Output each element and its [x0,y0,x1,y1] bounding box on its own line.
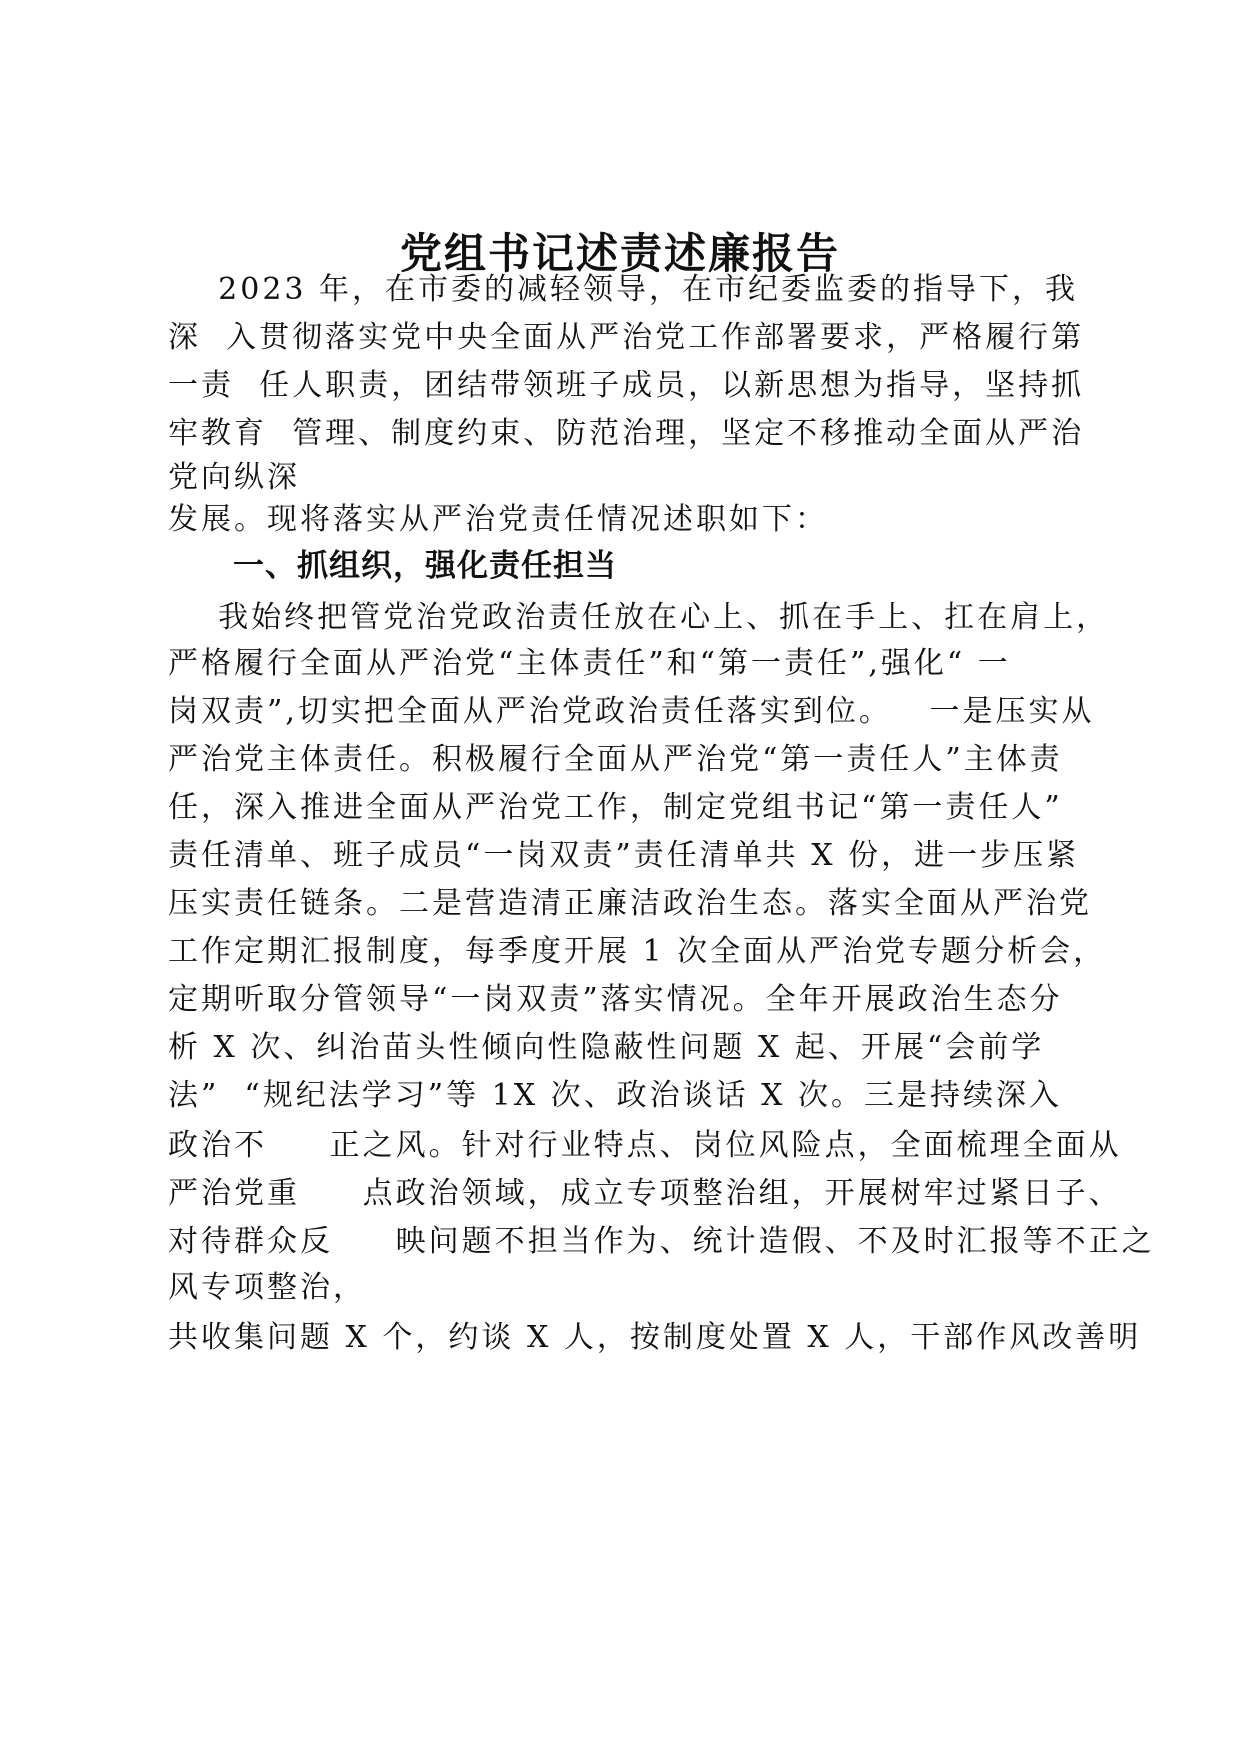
section-1-line-4: 严治党主体责任。积极履行全面从严治党“第一责任人”主体责 [168,742,1063,777]
section-1-line-14: 对待群众反 映问题不担当作为、统计造假、不及时汇报等不正之 [168,1224,1155,1259]
section-1-line-8: 工作定期汇报制度，每季度开展 1 次全面从严治党专题分析会， [168,934,1107,969]
document-title: 党组书记述责述廉报告 [399,229,840,278]
section-1-heading: 一、抓组织，强化责任担当 [233,548,617,584]
section-1-line-9: 定期听取分管领导“一岗双责”落实情况。全年开展政治生态分 [168,982,1063,1017]
section-1-line-12: 政治不 正之风。针对行业特点、岗位风险点，全面梳理全面从 [168,1128,1122,1163]
intro-line-6: 发展。现将落实从严治党责任情况述职如下： [168,502,828,537]
section-1-line-3: 岗双责”,切实把全面从严治党政治责任落实到位。 一是压实从 [168,694,1095,729]
section-1-line-16: 共收集问题 X 个，约谈 X 人，按制度处置 X 人，干部作风改善明 [168,1320,1142,1355]
section-1-line-7: 压实责任链条。二是营造清正廉洁政治生态。落实全面从严治党 [168,886,1092,921]
intro-line-4: 牢教育 管理、制度约束、防范治理，坚定不移推动全面从严治 [168,416,1085,451]
section-1-line-13: 严治党重 点政治领域，成立专项整治组，开展树牢过紧日子、 [168,1176,1122,1211]
section-1-line-11: 法” “规纪法学习”等 1X 次、政治谈话 X 次。三是持续深入 [168,1078,1063,1113]
section-1-line-15: 风专项整治， [168,1270,366,1305]
intro-line-2: 深 入贯彻落实党中央全面从严治党工作部署要求，严格履行第 [168,320,1085,355]
intro-line-1: 2023 年，在市委的减轻领导，在市纪委监委的指导下，我 [168,272,1079,307]
section-1-line-6: 责任清单、班子成员“一岗双责”责任清单共 X 份，进一步压紧 [168,838,1080,873]
section-1-line-2: 严格履行全面从严治党“主体责任”和“第一责任”,强化“ 一 [168,646,1011,681]
section-1-line-5: 任，深入推进全面从严治党工作，制定党组书记“第一责任人” [168,790,1063,825]
intro-line-5: 党向纵深 [168,460,300,495]
section-1-line-1: 我始终把管党治党政治责任放在心上、抓在手上、扛在肩上， [168,600,1110,635]
intro-line-3: 一责 任人职责，团结带领班子成员，以新思想为指导，坚持抓 [168,368,1085,403]
section-1-line-10: 析 X 次、纠治苗头性倾向性隐蔽性问题 X 起、开展“会前学 [168,1030,1045,1065]
